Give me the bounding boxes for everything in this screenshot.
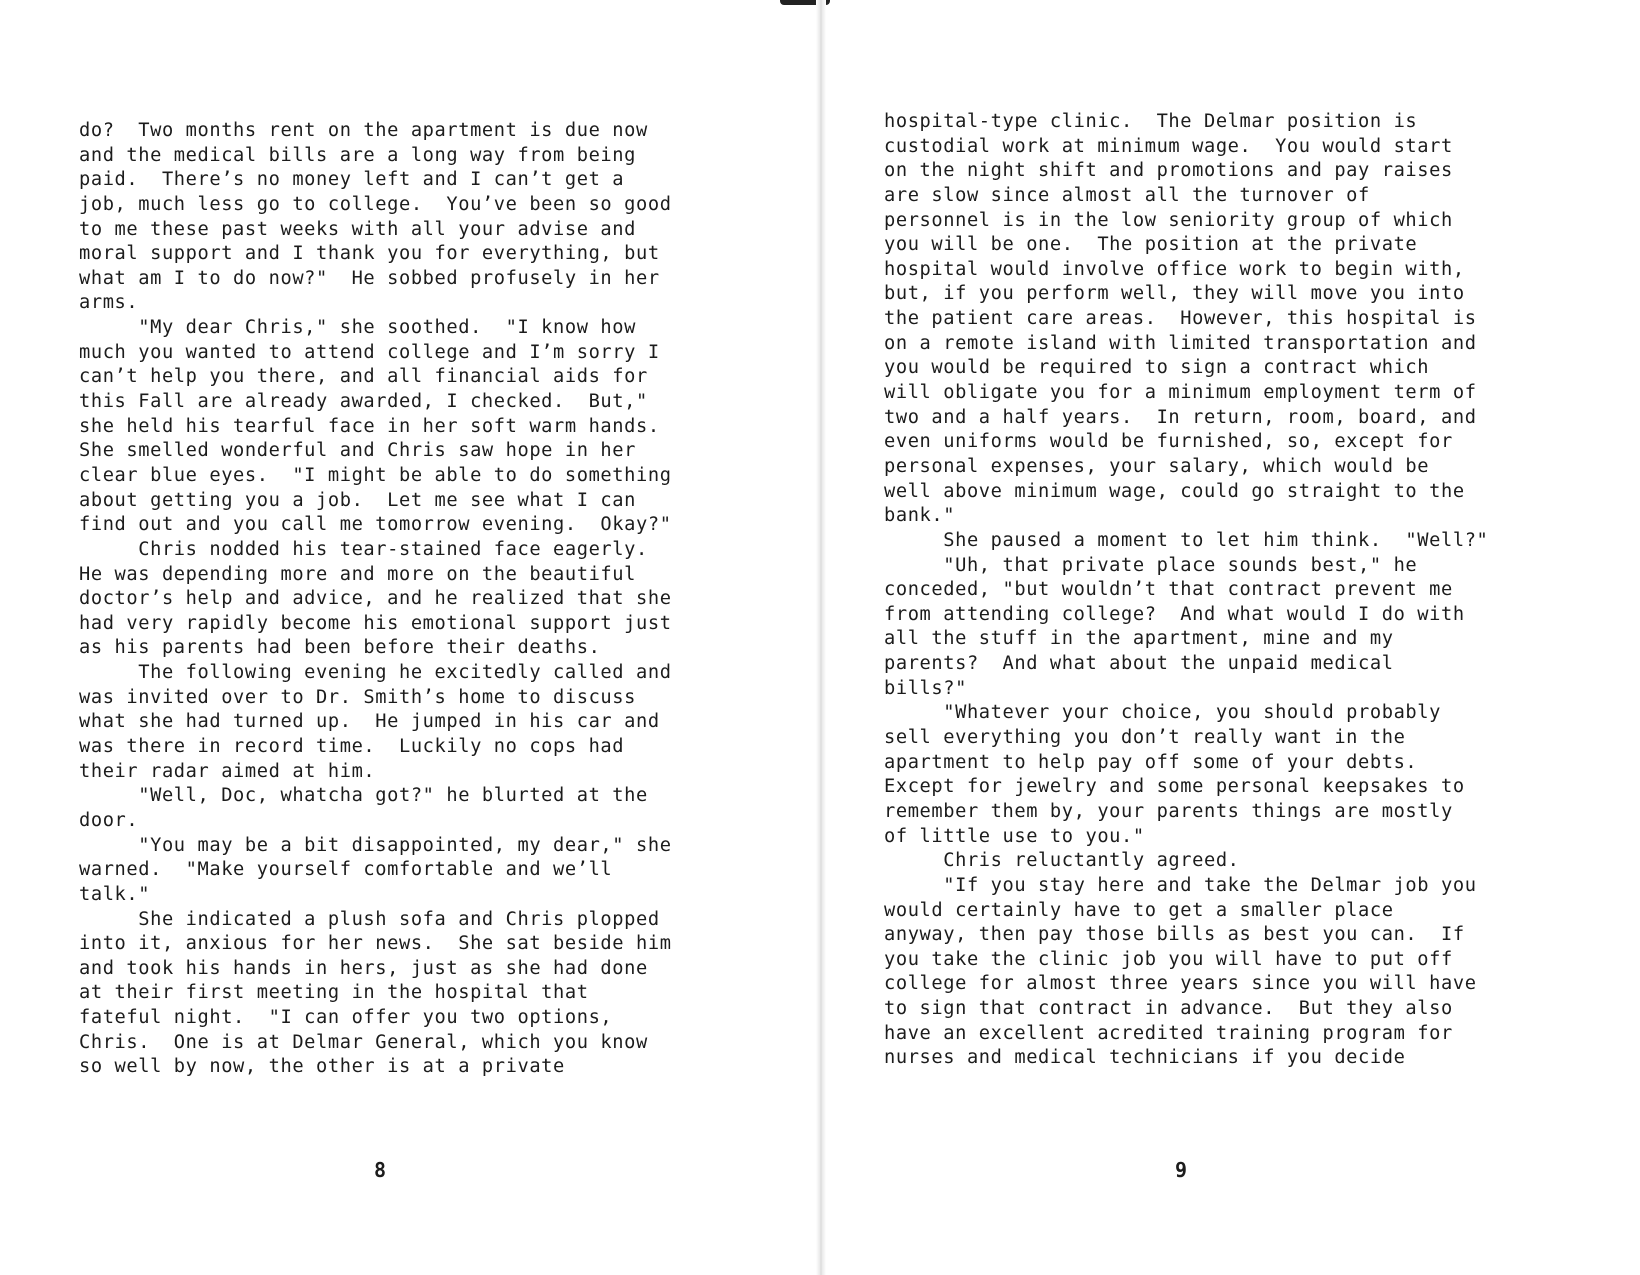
text-line: apartment to help pay off some of your debts. <box>884 751 1418 773</box>
text-line: from attending college? And what would I do with <box>884 603 1465 625</box>
text-line: you take the clinic job you will have to put off <box>884 948 1453 970</box>
text-line: of little use to you." <box>884 825 1145 847</box>
right-page-body <box>884 110 1488 1071</box>
text-line: and the medical bills are a long way from being <box>79 144 636 166</box>
text-line: you will be one. The position at the private <box>884 234 1418 256</box>
text-line: was invited over to Dr. Smith’s home to discuss <box>79 686 636 708</box>
text-line: "Whatever your choice, you should probably <box>884 702 1441 724</box>
text-line: hospital-type clinic. The Delmar position is <box>884 111 1418 132</box>
left-page-number: 8 <box>374 1158 387 1182</box>
left-page-body <box>79 119 672 1080</box>
text-line: find out and you call me tomorrow evening. Okay?" <box>79 514 672 536</box>
text-line: had very rapidly become his emotional support just <box>79 612 672 634</box>
text-line: would certainly have to get a smaller place <box>884 899 1394 921</box>
text-line: "Well, Doc, whatcha got?" he blurted at the <box>79 785 648 807</box>
text-line: Except for jewelry and some personal keepsakes to <box>884 776 1465 798</box>
text-line: on a remote island with limited transportation and <box>884 332 1477 354</box>
text-line: will obligate you for a minimum employment term of <box>884 382 1477 404</box>
text-line: nurses and medical technicians if you decide <box>884 1047 1406 1069</box>
text-line: at their first meeting in the hospital that <box>79 982 589 1004</box>
text-line: conceded, "but wouldn’t that contract prevent me <box>884 579 1453 601</box>
text-line: well above minimum wage, could go straight to the <box>884 480 1465 502</box>
text-line: custodial work at minimum wage. You would start <box>884 135 1453 157</box>
text-line: parents? And what about the unpaid medical <box>884 653 1394 675</box>
text-line: but, if you perform well, they will move you into <box>884 283 1465 305</box>
text-line: bank." <box>884 505 956 527</box>
text-line: even uniforms would be furnished, so, except for <box>884 431 1453 453</box>
text-line: on the night shift and promotions and pay raises <box>884 160 1453 182</box>
text-line: do? Two months rent on the apartment is due now <box>79 120 648 141</box>
right-page <box>826 0 1640 1275</box>
text-line: doctor’s help and advice, and he realized that she <box>79 588 672 610</box>
text-line: as his parents had been before their deaths. <box>79 637 601 659</box>
text-line: into it, anxious for her news. She sat beside him <box>79 933 672 955</box>
text-line: remember them by, your parents things are mostly <box>884 800 1453 822</box>
text-line: their radar aimed at him. <box>79 760 376 782</box>
text-line: you would be required to sign a contract which <box>884 357 1430 379</box>
text-line: talk." <box>79 883 151 905</box>
text-line: "Uh, that private place sounds best," he <box>884 554 1418 576</box>
text-line: Chris reluctantly agreed. <box>884 850 1240 872</box>
text-line: She indicated a plush sofa and Chris plopped <box>79 908 660 930</box>
text-line: to me these past weeks with all your advise and <box>79 218 636 240</box>
text-line: what she had turned up. He jumped in his car and <box>79 711 660 733</box>
text-line: personal expenses, your salary, which would be <box>884 455 1430 477</box>
text-line: Chris. One is at Delmar General, which you know <box>79 1031 648 1053</box>
text-line: moral support and I thank you for everything, but <box>79 243 660 265</box>
text-line: The following evening he excitedly called and <box>79 662 672 684</box>
text-line: to sign that contract in advance. But they also <box>884 998 1453 1020</box>
text-line: and took his hands in hers, just as she had done <box>79 957 648 979</box>
text-line: this Fall are already awarded, I checked. But," <box>79 391 648 413</box>
text-line: have an excellent acredited training program for <box>884 1022 1453 1044</box>
text-line: the patient care areas. However, this hospital is <box>884 308 1477 330</box>
text-line: all the stuff in the apartment, mine and my <box>884 628 1394 650</box>
text-line: what am I to do now?" He sobbed profusely in her <box>79 267 660 289</box>
left-page <box>0 0 816 1275</box>
text-line: can’t help you there, and all financial aids for <box>79 366 648 388</box>
text-line: bills?" <box>884 677 967 699</box>
text-line: She smelled wonderful and Chris saw hope in her <box>79 440 636 462</box>
text-line: clear blue eyes. "I might be able to do something <box>79 464 672 486</box>
text-line: "You may be a bit disappointed, my dear," she <box>79 834 672 856</box>
text-line: job, much less go to college. You’ve been so good <box>79 193 672 215</box>
text-line: fateful night. "I can offer you two options, <box>79 1007 613 1029</box>
text-line: about getting you a job. Let me see what I can <box>79 489 636 511</box>
text-line: Chris nodded his tear-stained face eagerly. <box>79 538 648 560</box>
text-line: He was depending more and more on the beautiful <box>79 563 636 585</box>
text-line: so well by now, the other is at a private <box>79 1056 565 1078</box>
text-line: are slow since almost all the turnover of <box>884 184 1370 206</box>
text-line: door. <box>79 809 139 831</box>
text-line: hospital would involve office work to begin with, <box>884 258 1465 280</box>
text-line: "My dear Chris," she soothed. "I know how <box>79 317 636 339</box>
text-line: much you wanted to attend college and I’m sorry I <box>79 341 660 363</box>
text-line: sell everything you don’t really want in the <box>884 727 1406 749</box>
right-page-number: 9 <box>1175 1158 1188 1182</box>
text-line: college for almost three years since you will have <box>884 973 1477 995</box>
text-line: paid. There’s no money left and I can’t get a <box>79 169 625 191</box>
text-line: "If you stay here and take the Delmar job you <box>884 874 1477 896</box>
text-line: she held his tearful face in her soft warm hands. <box>79 415 660 437</box>
text-line: two and a half years. In return, room, board, and <box>884 406 1477 428</box>
text-line: arms. <box>79 292 139 314</box>
text-line: personnel is in the low seniority group of which <box>884 209 1453 231</box>
book-gutter <box>816 0 826 1275</box>
text-line: was there in record time. Luckily no cops had <box>79 736 625 758</box>
text-line: anyway, then pay those bills as best you can. If <box>884 924 1465 946</box>
text-line: warned. "Make yourself comfortable and we’ll <box>79 859 613 881</box>
text-line: She paused a moment to let him think. "Well?" <box>884 529 1489 551</box>
